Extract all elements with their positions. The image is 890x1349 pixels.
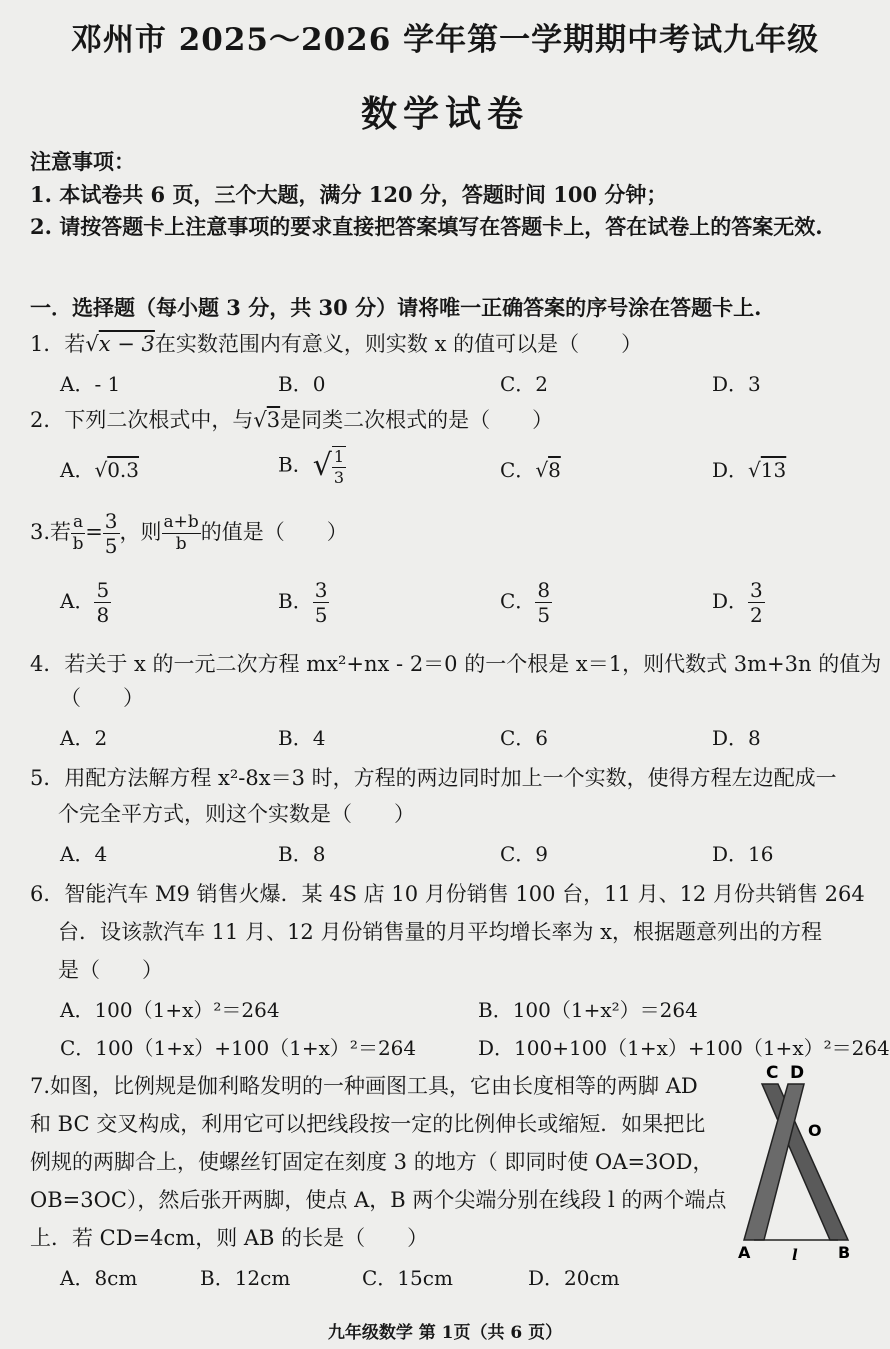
q3-b-label: B． [278,589,313,613]
q2-pre: 2．下列二次根式中，与 [30,408,254,432]
q1-option-c: C．2 [500,372,549,396]
question-7-line-5: 上．若 CD=4cm，则 AB 的长是（ ） [30,1226,429,1250]
q6-option-c: C．100（1+x）+100（1+x）²＝264 [60,1036,417,1060]
q3-a-label: A． [60,589,95,613]
question-7-line-1: 7.如图，比例规是伽利略发明的一种画图工具，它由长度相等的两脚 AD [30,1074,698,1098]
q2-option-d: D．√13 [712,458,787,482]
proportional-compass-figure [738,1062,858,1267]
q2-option-a: A．√0.3 [60,458,140,482]
q3-b-den: 5 [314,603,328,627]
question-5-line-2: 个完全平方式，则这个实数是（ ） [58,802,415,826]
q2-b-num: 1 [333,447,345,466]
question-4-line-2: （ ） [60,686,144,710]
q2-c-label: C． [500,458,536,482]
q5-option-b: B．8 [278,842,326,866]
q2-b-sqrt-sign: √ [312,448,332,483]
exam-subtitle: 数学试卷 [360,93,529,135]
q3-option-b [278,580,329,625]
question-6-line-3: 是（ ） [58,958,163,982]
q3-d-num: 3 [750,578,763,602]
q3-eq: = [85,520,103,544]
q3-option-d [712,580,765,625]
q3-pre: 3.若 [30,520,72,544]
notes-heading: 注意事项： [30,149,135,174]
q4-option-d: D．8 [712,726,761,750]
question-6-line-1: 6．智能汽车 M9 销售火爆．某 4S 店 10 月份销售 100 台，11 月、12 月份共销售 264 [30,882,865,906]
q2-option-b [278,446,346,486]
q7-option-a: A．8cm [60,1266,138,1290]
q5-option-d: D．16 [712,842,774,866]
label-b: B [838,1243,851,1262]
q1-option-d: D．3 [712,372,761,396]
question-2 [30,406,865,434]
q3-b-fraction [313,580,330,625]
q3-f1-den: b [72,534,84,554]
q4-option-a: A．2 [60,726,108,750]
q3-f1-num: a [73,512,84,532]
q3-frac-3 [162,514,201,553]
q3-f2-den: 5 [104,534,118,558]
q2-a-radicand: 0.3 [107,458,140,482]
q3-a-den: 8 [96,603,110,627]
section-heading-text: 一．选择题（每小题 3 分，共 30 分）请将唯一正确答案的序号涂在答题卡上. [30,295,762,320]
q4-option-b: B．4 [278,726,326,750]
q2-d-label: D． [712,458,749,482]
q3-c-num: 8 [537,578,551,602]
section-heading [30,294,865,322]
q3-a-fraction [94,580,111,625]
q3-b-num: 3 [314,578,328,602]
q2-c-radicand: 8 [548,458,561,482]
q4-option-c: C．6 [500,726,549,750]
q3-option-c [500,580,552,625]
question-1 [30,330,865,358]
q2-d-radicand: 13 [760,458,787,482]
q3-d-fraction [748,580,765,625]
page-footer: 九年级数学 第 1页（共 6 页） [327,1323,563,1343]
q3-c-fraction [535,580,552,625]
q3-d-label: D． [712,589,749,613]
q1-radicand: x − 3 [98,332,155,356]
q5-option-a: A．4 [60,842,108,866]
q1-option-b: B．0 [278,372,326,396]
q3-c-label: C． [500,589,536,613]
q3-f3-den: b [175,534,187,554]
question-3 [30,510,865,556]
exam-title: 邓州市 2025～2026 学年第一学期期中考试九年级 [70,22,820,58]
q2-post: 是同类二次根式的是（ ） [280,408,554,432]
q3-post: 的值是（ ） [200,520,348,544]
label-c: C [766,1063,779,1083]
q3-d-den: 2 [750,603,763,627]
q6-option-a: A．100（1+x）²＝264 [60,998,280,1022]
q3-frac-1 [71,514,85,553]
q3-f3-num: a+b [163,512,199,532]
q3-f2-num: 3 [104,509,118,533]
q3-option-a [60,580,111,625]
note-item-2: 2. 请按答题卡上注意事项的要求直接把答案填写在答题卡上，答在试卷上的答案无效. [30,214,823,239]
question-7-line-2: 和 BC 交叉构成，利用它可以把线段按一定的比例伸长或缩短．如果把比 [30,1112,706,1136]
q3-c-den: 5 [537,603,551,627]
q2-a-label: A． [60,458,95,482]
q2-sqrt: √3 [253,408,281,432]
q2-b-den: 3 [333,468,345,487]
q2-option-c: C．√8 [500,458,561,482]
q2-b-fraction [332,446,346,486]
question-5-line-1: 5．用配方法解方程 x²-8x＝3 时，方程的两边同时加上一个实数，使得方程左边配成一 [30,766,837,790]
q5-option-c: C．9 [500,842,549,866]
q6-option-d: D．100+100（1+x）+100（1+x）²＝264 [478,1036,890,1060]
q3-mid: ，则 [119,520,162,544]
q7-option-b: B．12cm [200,1266,291,1290]
label-l: l [792,1246,798,1264]
q7-option-c: C．15cm [362,1266,453,1290]
question-4-line-1: 4．若关于 x 的一元二次方程 mx²+nx - 2＝0 的一个根是 x＝1，则代数式 3m+3n 的值为 [30,652,882,676]
q2-b-label: B． [278,452,313,477]
q7-option-d: D．20cm [528,1266,620,1290]
q1-sqrt: √x − 3 [85,332,155,356]
question-6-line-2: 台．设该款汽车 11 月、12 月份销售量的月平均增长率为 x，根据题意列出的方程 [58,920,822,944]
q2-radicand: 3 [266,408,281,432]
q3-a-num: 5 [96,578,110,602]
q1-pre: 1．若 [30,332,86,356]
label-o: O [808,1121,822,1140]
q3-frac-2 [103,511,120,556]
q1-post: 在实数范围内有意义，则实数 x 的值可以是（ ） [154,332,643,356]
note-item-1: 1. 本试卷共 6 页，三个大题，满分 120 分，答题时间 100 分钟； [30,182,668,207]
question-7-line-4: OB=3OC），然后张开两脚，使点 A，B 两个尖端分别在线段 l 的两个端点 [30,1188,727,1212]
question-7-line-3: 例规的两脚合上，使螺丝钉固定在刻度 3 的地方（ 即同时使 OA=3OD， [30,1150,714,1174]
q6-option-b: B．100（1+x²）＝264 [478,998,698,1022]
q1-option-a: A．- 1 [60,372,121,396]
label-d: D [790,1063,805,1083]
label-a: A [738,1243,751,1262]
